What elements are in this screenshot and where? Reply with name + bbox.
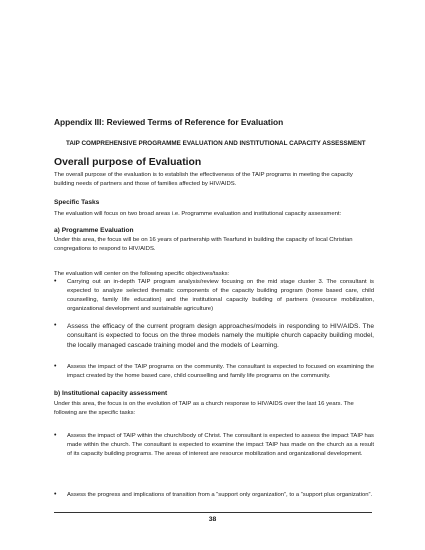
list-item-text: Carrying out an in-depth TAIP program analysis/review focusing on the mid stage cluster 3. The consultant is expected to analyze selected thematic components of the capacity building program (home based care, child counselling, family life education) and the institutional capacity building of partners (resource mobilization, organizational development and sustainable agriculture) [67, 279, 374, 312]
list-item-text: Assess the impact of the TAIP programs on the community. The consultant is expected to focused on examining the impact created by the home based care, child counselling and family life programs on the community. [67, 364, 374, 379]
programme-evaluation-paragraph: Under this area, the focus will be on 16 years of partnership with Tearfund in building the capacity of local Christian congregations to respond to HIV/AIDS. [54, 237, 353, 252]
list-item-text: Assess the progress and implications of transition from a “support only organization”, to a “support plus organization”. [67, 492, 373, 498]
page-number: 38 [208, 516, 217, 523]
footer-divider [54, 512, 372, 513]
appendix-title: Appendix III: Reviewed Terms of Reference for Evaluation [54, 117, 284, 127]
bullet-icon: • [54, 491, 57, 498]
list-item-text: Assess the efficacy of the current program design approaches/models in responding to HIV/AIDS. The consultant is expected to focus on the three models namely the multiple church capacity building model, the locally managed cascade training model and the models of Learning. [67, 323, 374, 349]
programme-evaluation-heading: a) Programme Evaluation [54, 227, 134, 234]
list-item-text: Assess the impact of TAIP within the church/body of Christ. The consultant is expected to assess the impact TAIP has made within the church. The consultant is expected to examine the impact TAIP has made on the church as a result of its capacity building programs. The areas of interest are resource mobilization and organizational development. [67, 433, 374, 457]
overall-purpose-paragraph: The overall purpose of the evaluation is to establish the effectiveness of the TAIP programs in meeting the capacity building needs of partners and those of families affected by HIV/AIDS. [54, 172, 353, 187]
bullet-icon: • [54, 363, 57, 370]
bullet-icon: • [54, 432, 57, 439]
overall-purpose-heading: Overall purpose of Evaluation [54, 157, 202, 168]
specific-tasks-heading: Specific Tasks [54, 199, 100, 206]
document-subheading: TAIP COMPREHENSIVE PROGRAMME EVALUATION AND INSTITUTIONAL CAPACITY ASSESSMENT [66, 140, 366, 147]
bullet-icon: • [54, 322, 57, 329]
institutional-capacity-heading: b) Institutional capacity assessment [54, 390, 168, 397]
bullet-icon: • [54, 278, 57, 285]
objectives-lead-in: The evaluation will center on the following specific objectives/tasks: [54, 271, 230, 277]
specific-tasks-paragraph: The evaluation will focus on two broad areas i.e. Programme evaluation and institutional capacity assessment: [54, 211, 342, 217]
institutional-capacity-paragraph: Under this area, the focus is on the evolution of TAIP as a church response to HIV/AIDS over the last 16 years. The following are the specific tasks: [54, 401, 354, 416]
